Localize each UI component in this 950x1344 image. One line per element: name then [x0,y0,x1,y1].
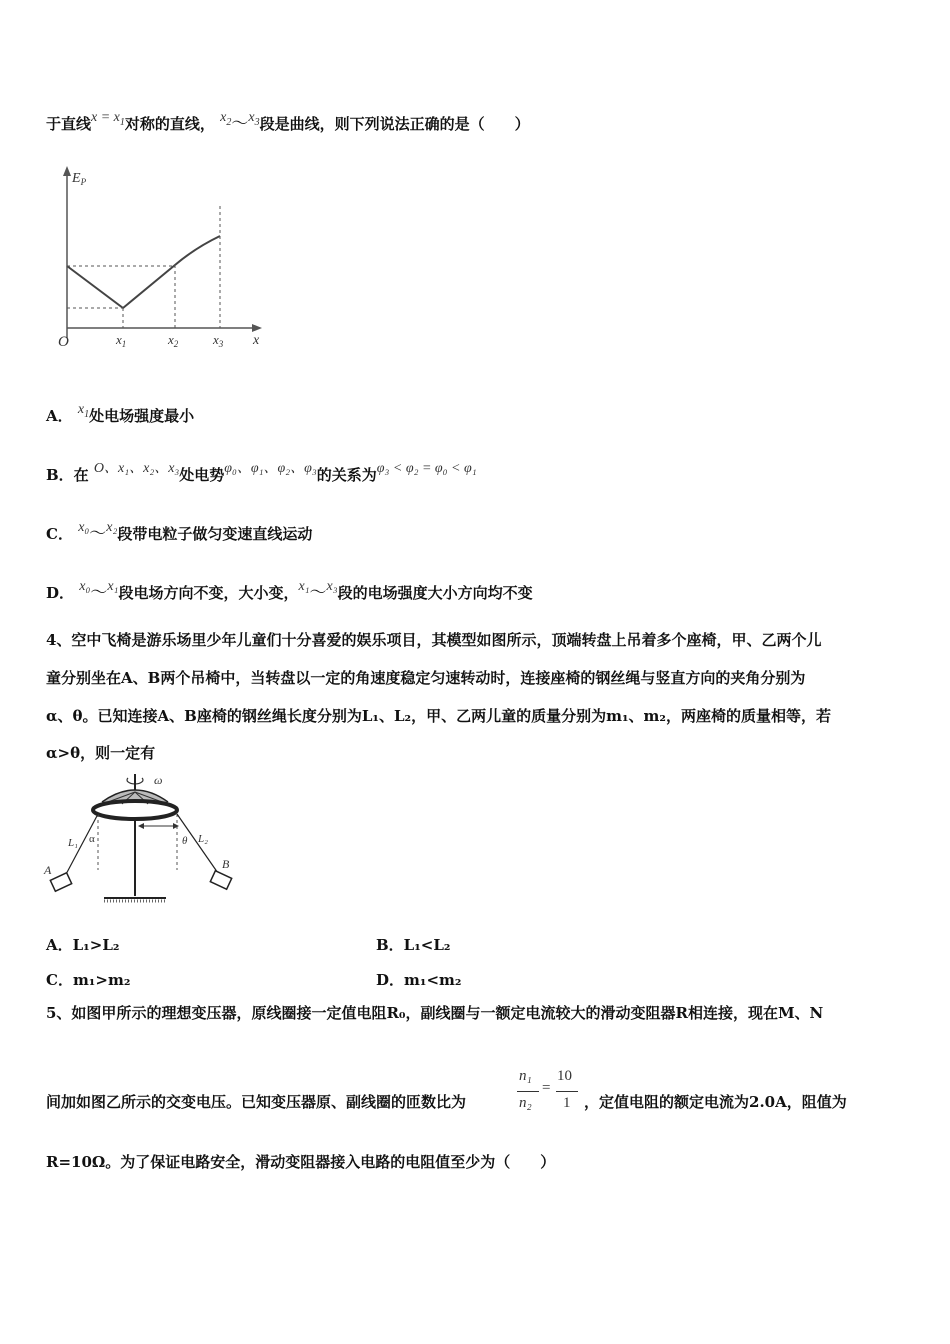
q5-line-1: 5、如图甲所示的理想变压器，原线圈接一定值电阻R₀，副线圈与一额定电流较大的滑动变阻器R相连接，现在M、N [46,1004,824,1022]
omega-label: ω [154,773,163,787]
option-c [46,520,313,546]
x3-var: x [248,110,255,125]
tilde: ～ [231,114,249,134]
var-x3 [248,110,260,128]
option-a [46,402,195,433]
flying-chair-diagram [42,770,252,910]
y-axis-label [71,171,87,187]
option-a-label: A． [46,407,73,425]
x-axis-arrow [252,324,262,332]
tick-label-x3: $x_3$ [213,332,224,349]
option-c-text: 段带电粒子做匀变速直线运动 [117,525,313,543]
option-b-mid: 处电势 [179,466,225,484]
option-d-tilde: ～ [90,583,108,603]
q5-line-3: R=10Ω。为了保证电路安全，滑动变阻器接入电路的电阻值至少为（ ） [46,1153,556,1171]
intro-text-1: 于直线 [46,115,92,133]
label-L1: L₁ [68,837,78,849]
option-d-label: D． [46,584,75,602]
label-B: B [222,857,230,871]
q4-option-d: D．m₁<m₂ [376,971,462,989]
eq-x: x = x [91,110,120,125]
y-label-sub: P [80,177,87,187]
option-b-mid2: 的关系为 [316,466,377,484]
option-d-tilde2: ～ [309,583,327,603]
ep-curve [67,236,220,308]
frac-10: 10 [557,1068,572,1084]
q4-line-2: 童分别坐在A、B两个吊椅中，当转盘以一定的角速度稳定匀速转动时，连接座椅的钢丝绳与竖直方向的夹角分别为 [46,669,806,687]
q4-line-4: α>θ，则一定有 [46,744,156,762]
chair-a [50,873,71,891]
option-d-text2: 段的电场强度大小方向均不变 [337,584,533,602]
label-L2: L₂ [198,833,208,845]
option-b-label: B．在 [46,466,89,484]
frac-1: 1 [563,1095,571,1111]
q4-option-b: B．L₁<L₂ [376,936,451,954]
intro-text-3: 段是曲线，则下列说法正确的是（ ） [259,115,530,133]
option-c-tilde: ～ [89,524,107,544]
option-a-text: 处电场强度最小 [89,407,195,425]
option-b-points: O、x₁、x₂、x₃ [93,461,180,476]
option-c-label: C． [46,525,73,543]
chair-b [210,871,231,889]
option-d-to2: x₃ [326,579,338,594]
option-b [46,461,477,487]
frac-n2: n₂ [519,1095,532,1111]
intro-text-2: 对称的直线， [124,115,215,133]
label-alpha: α [89,833,95,845]
opt-a-x: x [77,402,85,417]
turntable-disk [93,801,177,819]
frac-line-1 [517,1091,539,1092]
option-d-text1: 段电场方向不变，大小变， [118,584,299,602]
label-A: A [44,863,52,877]
option-b-potentials: φ₀、φ₁、φ₂、φ₃ [224,461,317,476]
potential-energy-graph [50,160,280,360]
x-axis-label: x [253,333,260,348]
y-label-main: E [72,171,81,186]
radius-arrow-head-right [173,823,179,829]
frac-equals: = [542,1080,551,1096]
y-axis-arrow [63,166,71,176]
equation-x-eq-x1 [91,110,125,128]
option-d [46,579,533,605]
label-theta: θ [182,835,188,847]
option-a-var [77,402,90,420]
eq-sub: 1 [119,116,125,128]
tick-label-x1: $x_1$ [116,332,127,349]
q5-line-2a: 间加如图乙所示的交变电压。已知变压器原、副线圈的匝数比为 [46,1093,467,1111]
x2-sub: 2 [226,116,232,128]
q4-line-3: α、θ。已知连接A、B座椅的钢丝绳长度分别为L₁、L₂，甲、乙两儿童的质量分别为m₁、m₂，两座椅的质量相等，若 [46,707,831,725]
option-d-to: x₁ [107,579,119,594]
option-c-to: x₂ [106,520,118,535]
q4-line-1: 4、空中飞椅是游乐场里少年儿童们十分喜爱的娱乐项目，其模型如图所示，顶端转盘上吊着多个座椅，甲、乙两个儿 [46,631,822,649]
origin-label: O [58,334,69,350]
var-x2 [220,110,232,128]
q4-option-c: C．m₁>m₂ [46,971,131,989]
q4-option-a: A．L₁>L₂ [46,936,120,954]
radius-arrow-head-left [138,823,144,829]
opt-a-sub: 1 [84,408,90,420]
frac-line-2 [556,1091,578,1092]
question-intro [46,110,530,141]
option-c-from: x₀ [78,520,90,535]
q5-line-2b: ，定值电阻的额定电流为2.0A，阻值为 [584,1093,847,1111]
x2-var: x [220,110,227,125]
tick-label-x2: $x_2$ [168,332,179,349]
x3-sub: 3 [254,116,260,128]
option-d-from2: x₁ [298,579,310,594]
option-b-relation: φ₃ < φ₂ = φ₀ < φ₁ [376,461,477,476]
option-d-from: x₀ [79,579,91,594]
frac-n1: n₁ [519,1068,532,1084]
